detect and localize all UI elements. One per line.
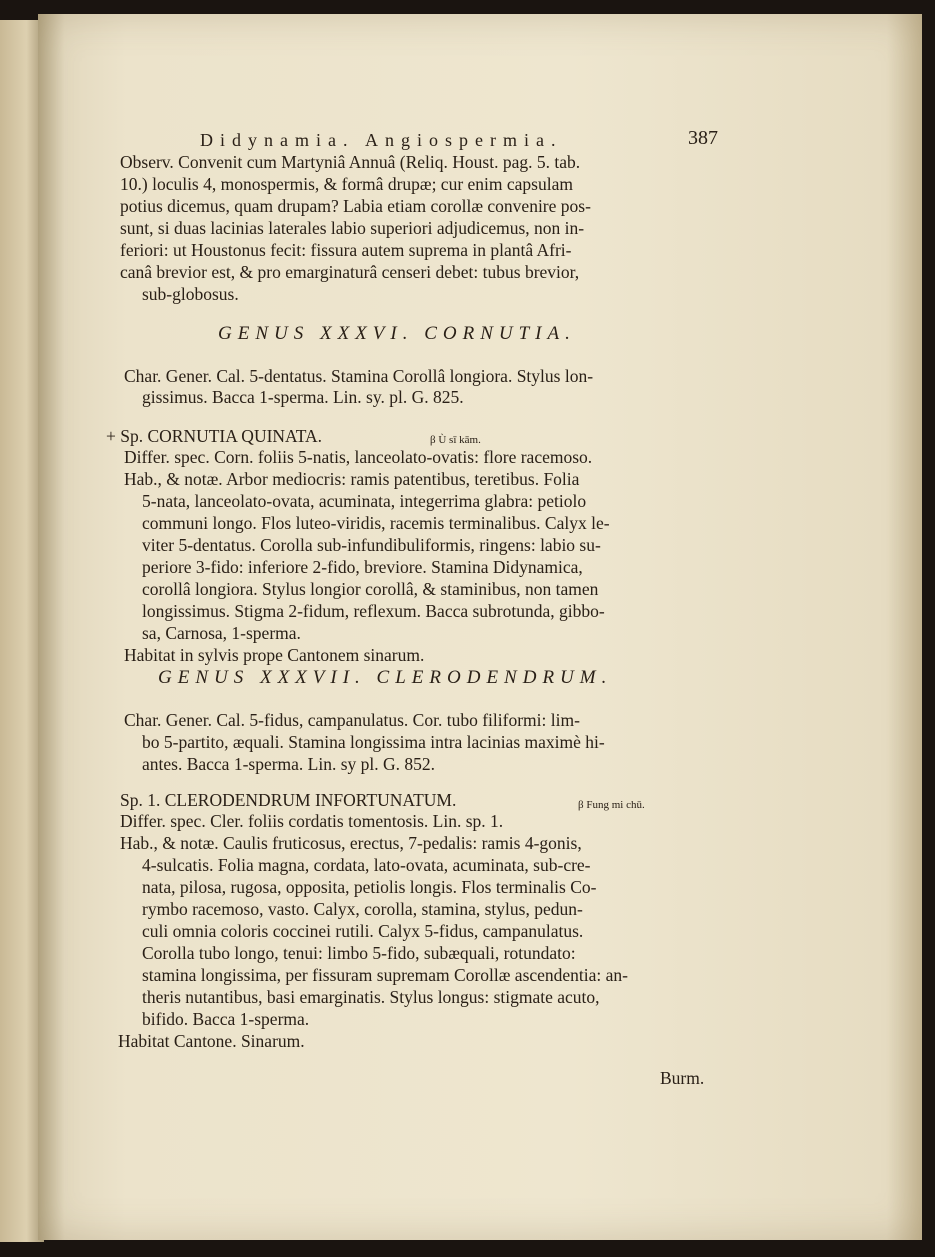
species-body-line: rymbo racemoso, vasto. Calyx, corolla, stamina, stylus, pedun- — [142, 899, 583, 919]
observation-line: Observ. Convenit cum Martyniâ Annuâ (Reliq. Houst. pag. 5. tab. — [120, 152, 581, 172]
species-body-line: longissimus. Stigma 2-fidum, reflexum. Bacca subrotunda, gibbo- — [142, 601, 605, 621]
species-body-line: Hab., & notæ. Arbor mediocris: ramis patentibus, teretibus. Folia — [124, 469, 580, 489]
genus-character-line: Char. Gener. Cal. 5-fidus, campanulatus. Cor. tubo filiformi: lim- — [124, 710, 580, 730]
species-body-line: corollâ longiora. Stylus longior corollâ, & staminibus, non tamen — [142, 579, 599, 599]
species-body-line: Differ. spec. Cler. foliis cordatis tomentosis. Lin. sp. 1. — [120, 811, 504, 831]
species-body-line: Differ. spec. Corn. foliis 5-natis, lanceolato-ovatis: flore racemoso. — [124, 447, 593, 467]
species-body-line: periore 3-fido: inferiore 2-fido, breviore. Stamina Didynamica, — [142, 557, 583, 577]
genus-character-line: Char. Gener. Cal. 5-dentatus. Stamina Corollâ longiora. Stylus lon- — [124, 366, 594, 386]
species-body-line: communi longo. Flos luteo-viridis, racemis terminalibus. Calyx le- — [142, 513, 610, 533]
observation-line: potius dicemus, quam drupam? Labia etiam corollæ convenire pos- — [120, 196, 591, 216]
species-body-line: 5-nata, lanceolato-ovata, acuminata, integerrima glabra: petiolo — [142, 491, 587, 511]
species-body-line: Hab., & notæ. Caulis fruticosus, erectus, 7-pedalis: ramis 4-gonis, — [120, 833, 582, 853]
genus-character-line: antes. Bacca 1-sperma. Lin. sy pl. G. 852. — [142, 754, 436, 774]
genus-heading: GENUS XXXVII. CLERODENDRUM. — [158, 667, 613, 688]
observation-line: 10.) loculis 4, monospermis, & formâ drupæ; cur enim capsulam — [120, 174, 573, 194]
observation-line: sunt, si duas lacinias laterales labio superiori adjudicemus, non in- — [120, 218, 585, 238]
species-heading: Sp. 1. CLERODENDRUM INFORTUNATUM. — [120, 790, 457, 810]
species-heading: + Sp. CORNUTIA QUINATA. — [106, 426, 323, 446]
habitat-line: Habitat in sylvis prope Cantonem sinarum. — [124, 645, 425, 665]
page-number: 387 — [688, 127, 718, 149]
species-body-line: viter 5-dentatus. Corolla sub-infundibuliformis, ringens: labio su- — [142, 535, 601, 555]
species-body-line: stamina longissima, per fissuram supremam Corollæ ascendentia: an- — [142, 965, 629, 985]
species-body-line: theris nutantibus, basi emarginatis. Stylus longus: stigmate acuto, — [142, 987, 600, 1007]
observation-line: canâ brevior est, & pro emarginaturâ censeri debet: tubus brevior, — [120, 262, 580, 282]
species-body-line: nata, pilosa, rugosa, opposita, petiolis longis. Flos terminalis Co- — [142, 877, 597, 897]
observation-line: sub-globosus. — [142, 284, 239, 304]
species-note: β Fung mi chū. — [578, 799, 645, 811]
species-body-line: bifido. Bacca 1-sperma. — [142, 1009, 310, 1029]
species-note: β Ù sī kām. — [430, 434, 481, 446]
species-body-line: sa, Carnosa, 1-sperma. — [142, 623, 301, 643]
species-body-line: 4-sulcatis. Folia magna, cordata, lato-ovata, acuminata, sub-cre- — [142, 855, 591, 875]
habitat-line: Habitat Cantone. Sinarum. — [118, 1031, 305, 1051]
genus-character-line: bo 5-partito, æquali. Stamina longissima intra lacinias maximè hi- — [142, 732, 605, 752]
running-title: Didynamia. Angiospermia. — [200, 130, 563, 150]
species-body-line: culi omnia coloris coccinei rutili. Calyx 5-fidus, campanulatus. — [142, 921, 584, 941]
genus-heading: GENUS XXXVI. CORNUTIA. — [218, 323, 576, 344]
genus-character-line: gissimus. Bacca 1-sperma. Lin. sy. pl. G. 825. — [142, 387, 464, 407]
catchword: Burm. — [660, 1068, 705, 1088]
species-body-line: Corolla tubo longo, tenui: limbo 5-fido, subæquali, rotundato: — [142, 943, 576, 963]
observation-line: feriori: ut Houstonus fecit: fissura autem suprema in plantâ Afri- — [120, 240, 572, 260]
